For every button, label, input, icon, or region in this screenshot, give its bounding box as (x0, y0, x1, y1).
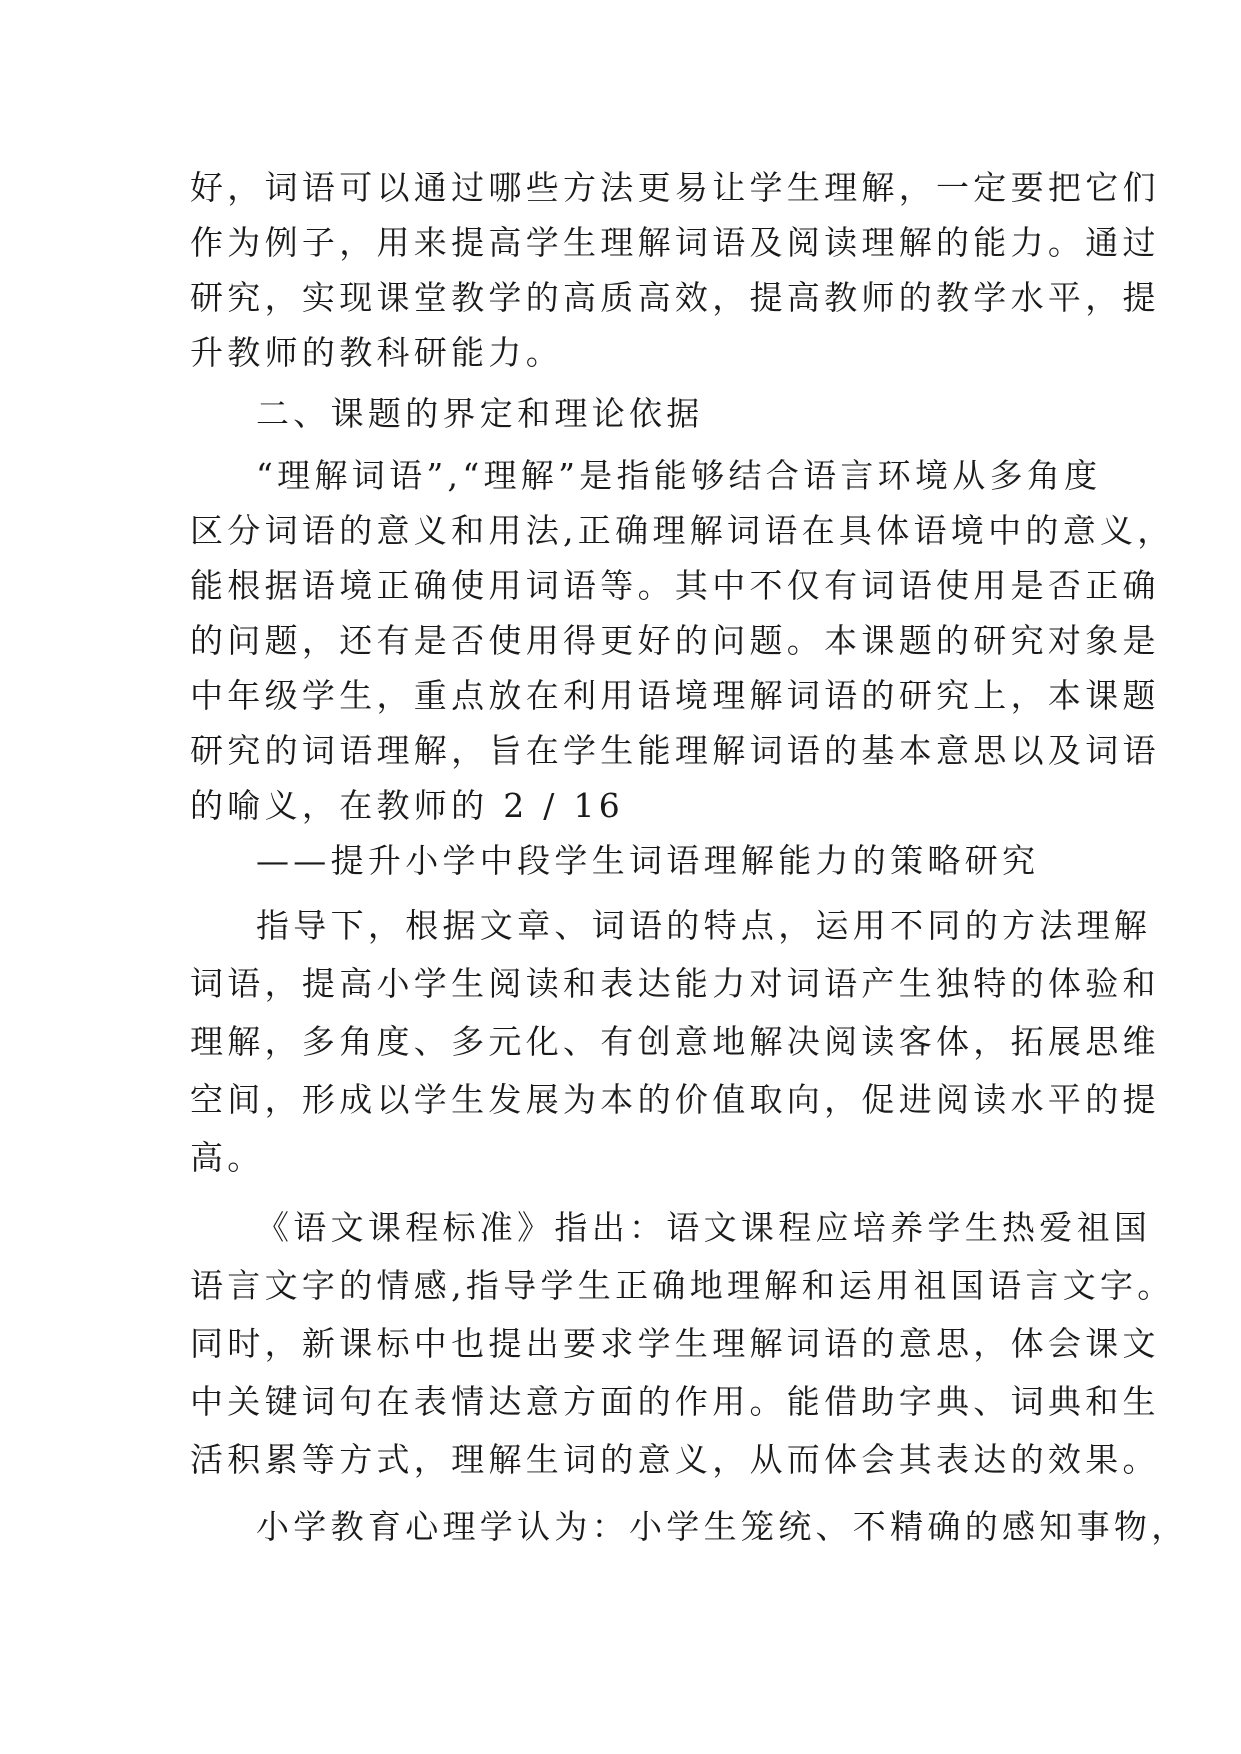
text-line: 活积累等方式，理解生词的意义，从而体会其表达的效果。 (190, 1440, 1160, 1479)
text-line: 研究，实现课堂教学的高质高效，提高教师的教学水平，提 (190, 278, 1160, 317)
text-line: 词语，提高小学生阅读和表达能力对词语产生独特的体验和 (190, 964, 1160, 1003)
text-line: 空间，形成以学生发展为本的价值取向，促进阅读水平的提 (190, 1080, 1160, 1119)
text-line: 理解，多角度、多元化、有创意地解决阅读客体，拓展思维 (190, 1022, 1160, 1061)
text-line: 研究的词语理解，旨在学生能理解词语的基本意思以及词语 (190, 731, 1160, 770)
text-line: 好，词语可以通过哪些方法更易让学生理解，一定要把它们 (190, 168, 1160, 207)
text-line: 指导下，根据文章、词语的特点，运用不同的方法理解 (256, 906, 1152, 945)
text-line: 作为例子，用来提高学生理解词语及阅读理解的能力。通过 (190, 223, 1160, 262)
text-line: 语言文字的情感,指导学生正确地理解和运用祖国语言文字。 (190, 1266, 1175, 1305)
text-line: 中关键词句在表情达意方面的作用。能借助字典、词典和生 (190, 1382, 1160, 1421)
text-line: 中年级学生，重点放在利用语境理解词语的研究上，本课题 (190, 676, 1160, 715)
text-line: 《语文课程标准》指出：语文课程应培养学生热爱祖国 (256, 1208, 1152, 1247)
text-line: “理解词语”,“理解”是指能够结合语言环境从多角度 (256, 456, 1102, 495)
text-line: 区分词语的意义和用法,正确理解词语在具体语境中的意义， (190, 511, 1175, 550)
text-line-with-page-number: 的喻义，在教师的 2 / 16 (190, 786, 625, 825)
text-line: 升教师的教科研能力。 (190, 333, 563, 372)
text-line: 能根据语境正确使用词语等。其中不仅有词语使用是否正确 (190, 566, 1160, 605)
section-heading: 二、课题的界定和理论依据 (256, 394, 704, 433)
running-header: ——提升小学中段学生词语理解能力的策略研究 (256, 841, 1040, 880)
text-line: 小学教育心理学认为：小学生笼统、不精确的感知事物， (256, 1507, 1189, 1546)
text-line: 同时，新课标中也提出要求学生理解词语的意思，体会课文 (190, 1324, 1160, 1363)
text-line: 的问题，还有是否使用得更好的问题。本课题的研究对象是 (190, 621, 1160, 660)
text-line: 高。 (190, 1138, 265, 1177)
